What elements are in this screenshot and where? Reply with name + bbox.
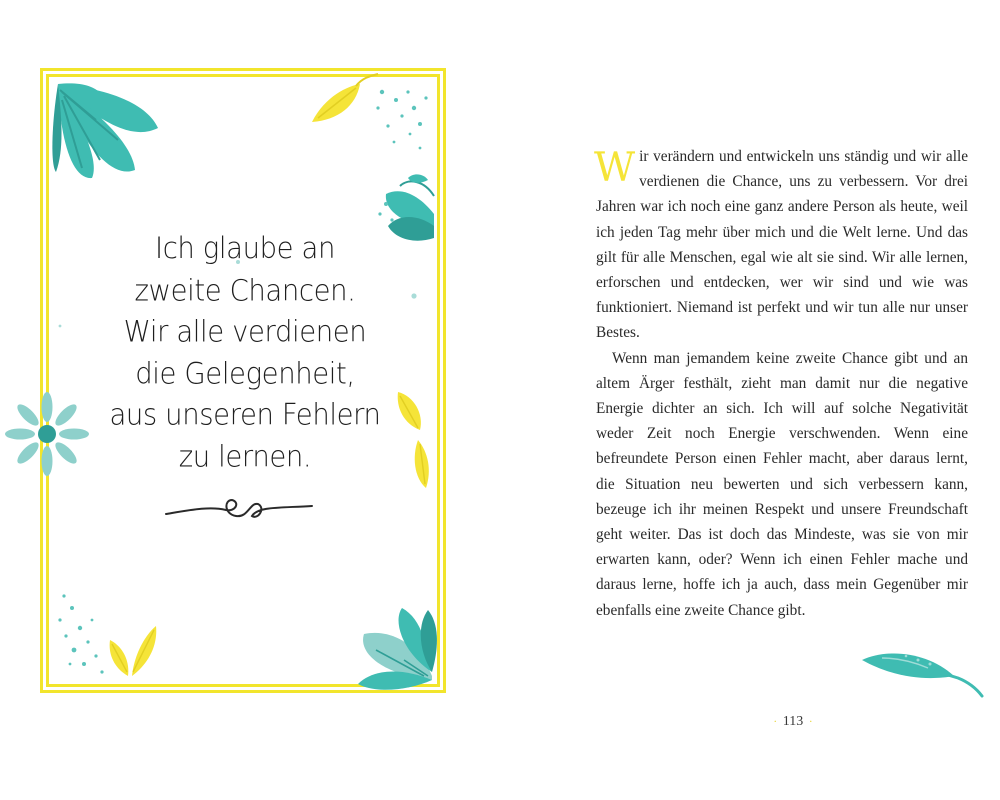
quote-line: Ich glaube an [154, 231, 336, 266]
flower-icon [5, 392, 89, 476]
quote-line: zu lernen. [178, 439, 312, 474]
separator-dot: · [773, 714, 778, 728]
leaf-icon [858, 640, 988, 700]
body-text [596, 144, 968, 623]
page-number: 113 [782, 714, 804, 729]
quote-line: zweite Chancen. [134, 272, 356, 308]
leaf-icon [110, 626, 157, 676]
paragraph-1-text: ir verändern und entwickeln uns ständig und wir alle verdienen die Chance, uns zu verbessern. Vor drei Jahren war ich noch eine ganz andere Person als heute, weil ich jeden Tag mehr über mich und die Welt lerne. Und das gilt für alle Menschen, egal wie alt sie sind. Wir alle lernen, erforschen und entdecken, wer wir sind und wie was funktioniert. Niemand ist perfekt und wir tun alle nur unser Bestes. [596, 148, 968, 342]
quote-line: die Gelegenheit, [135, 355, 355, 391]
flower-icon [358, 608, 437, 690]
left-page [0, 0, 490, 800]
leaf-icon [312, 74, 378, 122]
quote-line: Wir alle verdienen [123, 314, 367, 349]
flower-icon [52, 83, 158, 178]
separator-dot: · [808, 714, 813, 728]
drop-cap: W [594, 145, 636, 191]
leaf-icon [398, 392, 429, 488]
dots-decoration [58, 594, 103, 673]
paragraph-2: Wenn man jemandem keine zweite Chance gibt und an altem Ärger festhält, zieht man damit nur die negative Energie dichter an sich. Ich will auf solche Negativität weder Zeit noch Energie verschwenden. Wenn eine befreundete Person einen Fehler macht, aber daraus lernt, die Situation neu bewerten und sich verbessern kann, bezeuge ich ihr meinen Respekt und unsere Freundschaft geht weiter. Das ist doch das Mindeste, was sie von mir erwarten kann, oder? Wenn ich einen Fehler mache und daraus lerne, hoffe ich ja auch, dass mein Gegenüber mir ebenfalls eine zweite Chance gibt. [596, 349, 968, 619]
paragraph-1 [596, 144, 968, 346]
quote-text [100, 228, 390, 477]
quote-line: aus unseren Fehlern [109, 397, 381, 433]
page-number-row [700, 714, 886, 730]
dots-decoration [376, 90, 427, 150]
flourish-icon [166, 500, 312, 517]
